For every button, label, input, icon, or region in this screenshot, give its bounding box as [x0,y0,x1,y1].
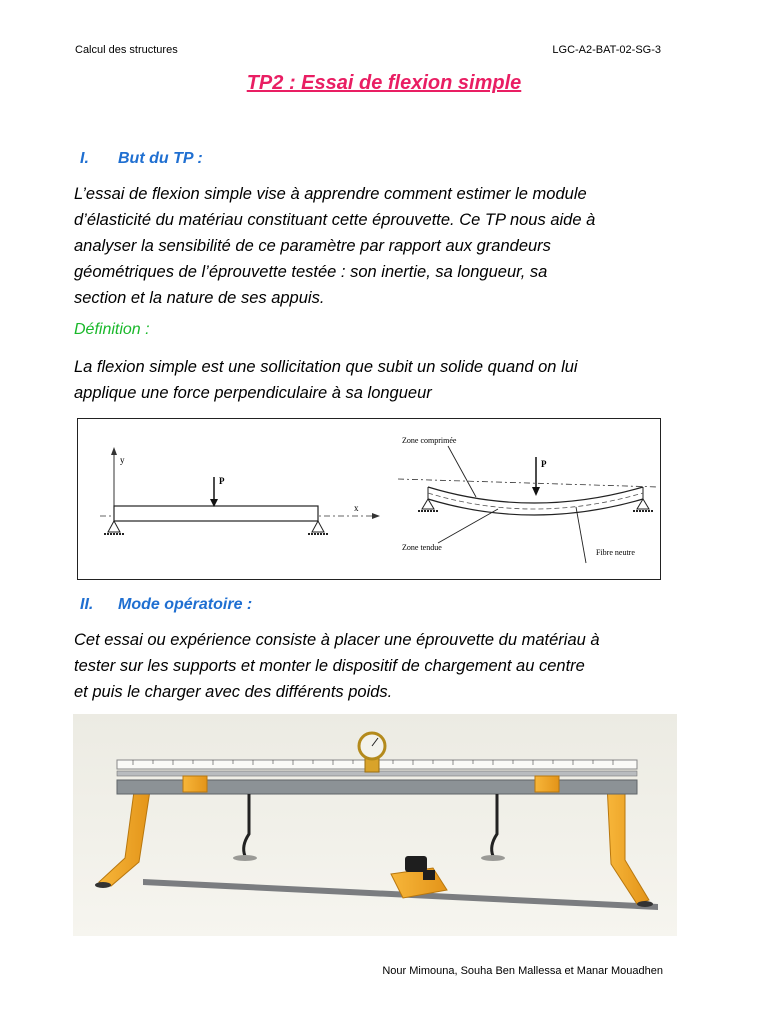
paragraph-definition [74,354,694,406]
text-line: tester sur les supports et monter le dispositif de chargement au centre [74,657,585,675]
text-line: et puis le charger avec des différents poids. [74,683,393,701]
section-heading-mode [80,596,252,614]
left-support-clamp [183,776,207,792]
footer-authors: Nour Mimouna, Souha Ben Mallessa et Manar Mouadhen [382,965,663,977]
x-axis-label: x [354,503,359,513]
page-title: TP2 : Essai de flexion simple [246,72,522,94]
left-hanger-plate [233,855,257,861]
section-heading-but [80,150,203,168]
fibre-neutre-label: Fibre neutre [596,548,635,557]
leader-zone-comprimee [448,446,476,497]
text-line: L’essai de flexion simple vise à apprendre comment estimer le module [74,185,587,203]
paragraph-but [74,181,694,311]
right-hanger-plate [481,855,505,861]
bending-diagram [77,418,661,580]
zone-tendue-label: Zone tendue [402,543,442,552]
left-foot [95,882,111,888]
leader-fibre-neutre [576,507,586,563]
beam [114,506,318,521]
loading-device-knob [423,870,435,880]
definition-label: Définition : [74,321,150,338]
section-title: But du TP : [118,150,203,167]
text-line: section et la nature de ses appuis. [74,289,325,307]
undeformed-beam-figure [100,447,380,534]
section-number: II. [80,596,94,613]
zone-comprimee-label: Zone comprimée [402,436,457,445]
leader-zone-tendue [438,509,498,543]
load-label: P [219,476,225,486]
deformed-beam-figure [398,436,658,563]
section-number: I. [80,150,89,167]
text-line: analyser la sensibilité de ce paramètre par rapport aux grandeurs [74,237,551,255]
right-foot [637,901,653,907]
y-axis-arrow [111,447,117,455]
support-right [312,521,324,532]
neutral-axis-line [398,479,658,487]
x-axis-arrow [372,513,380,519]
paragraph-mode [74,627,694,705]
y-axis-label: y [120,455,125,465]
load-arrow-head-right [532,487,540,496]
text-line: d’élasticité du matériau constituant cette éprouvette. Ce TP nous aide à [74,211,596,229]
right-support-clamp [535,776,559,792]
loading-device-block [405,856,427,872]
apparatus-photo [73,714,677,936]
text-line: applique une force perpendiculaire à sa longueur [74,384,432,402]
bending-diagram-svg [78,419,660,579]
text-line: géométriques de l’éprouvette testée : son inertie, sa longueur, sa [74,263,548,281]
apparatus-illustration [73,714,677,936]
text-line: La flexion simple est une sollicitation que subit un solide quand on lui [74,358,578,376]
support-left [108,521,120,532]
load-label-right: P [541,459,547,469]
section-title: Mode opératoire : [118,596,253,613]
header-reference: LGC-A2-BAT-02-SG-3 [552,44,661,56]
header-course: Calcul des structures [75,44,178,56]
text-line: Cet essai ou expérience consiste à placer une éprouvette du matériau à [74,631,600,649]
